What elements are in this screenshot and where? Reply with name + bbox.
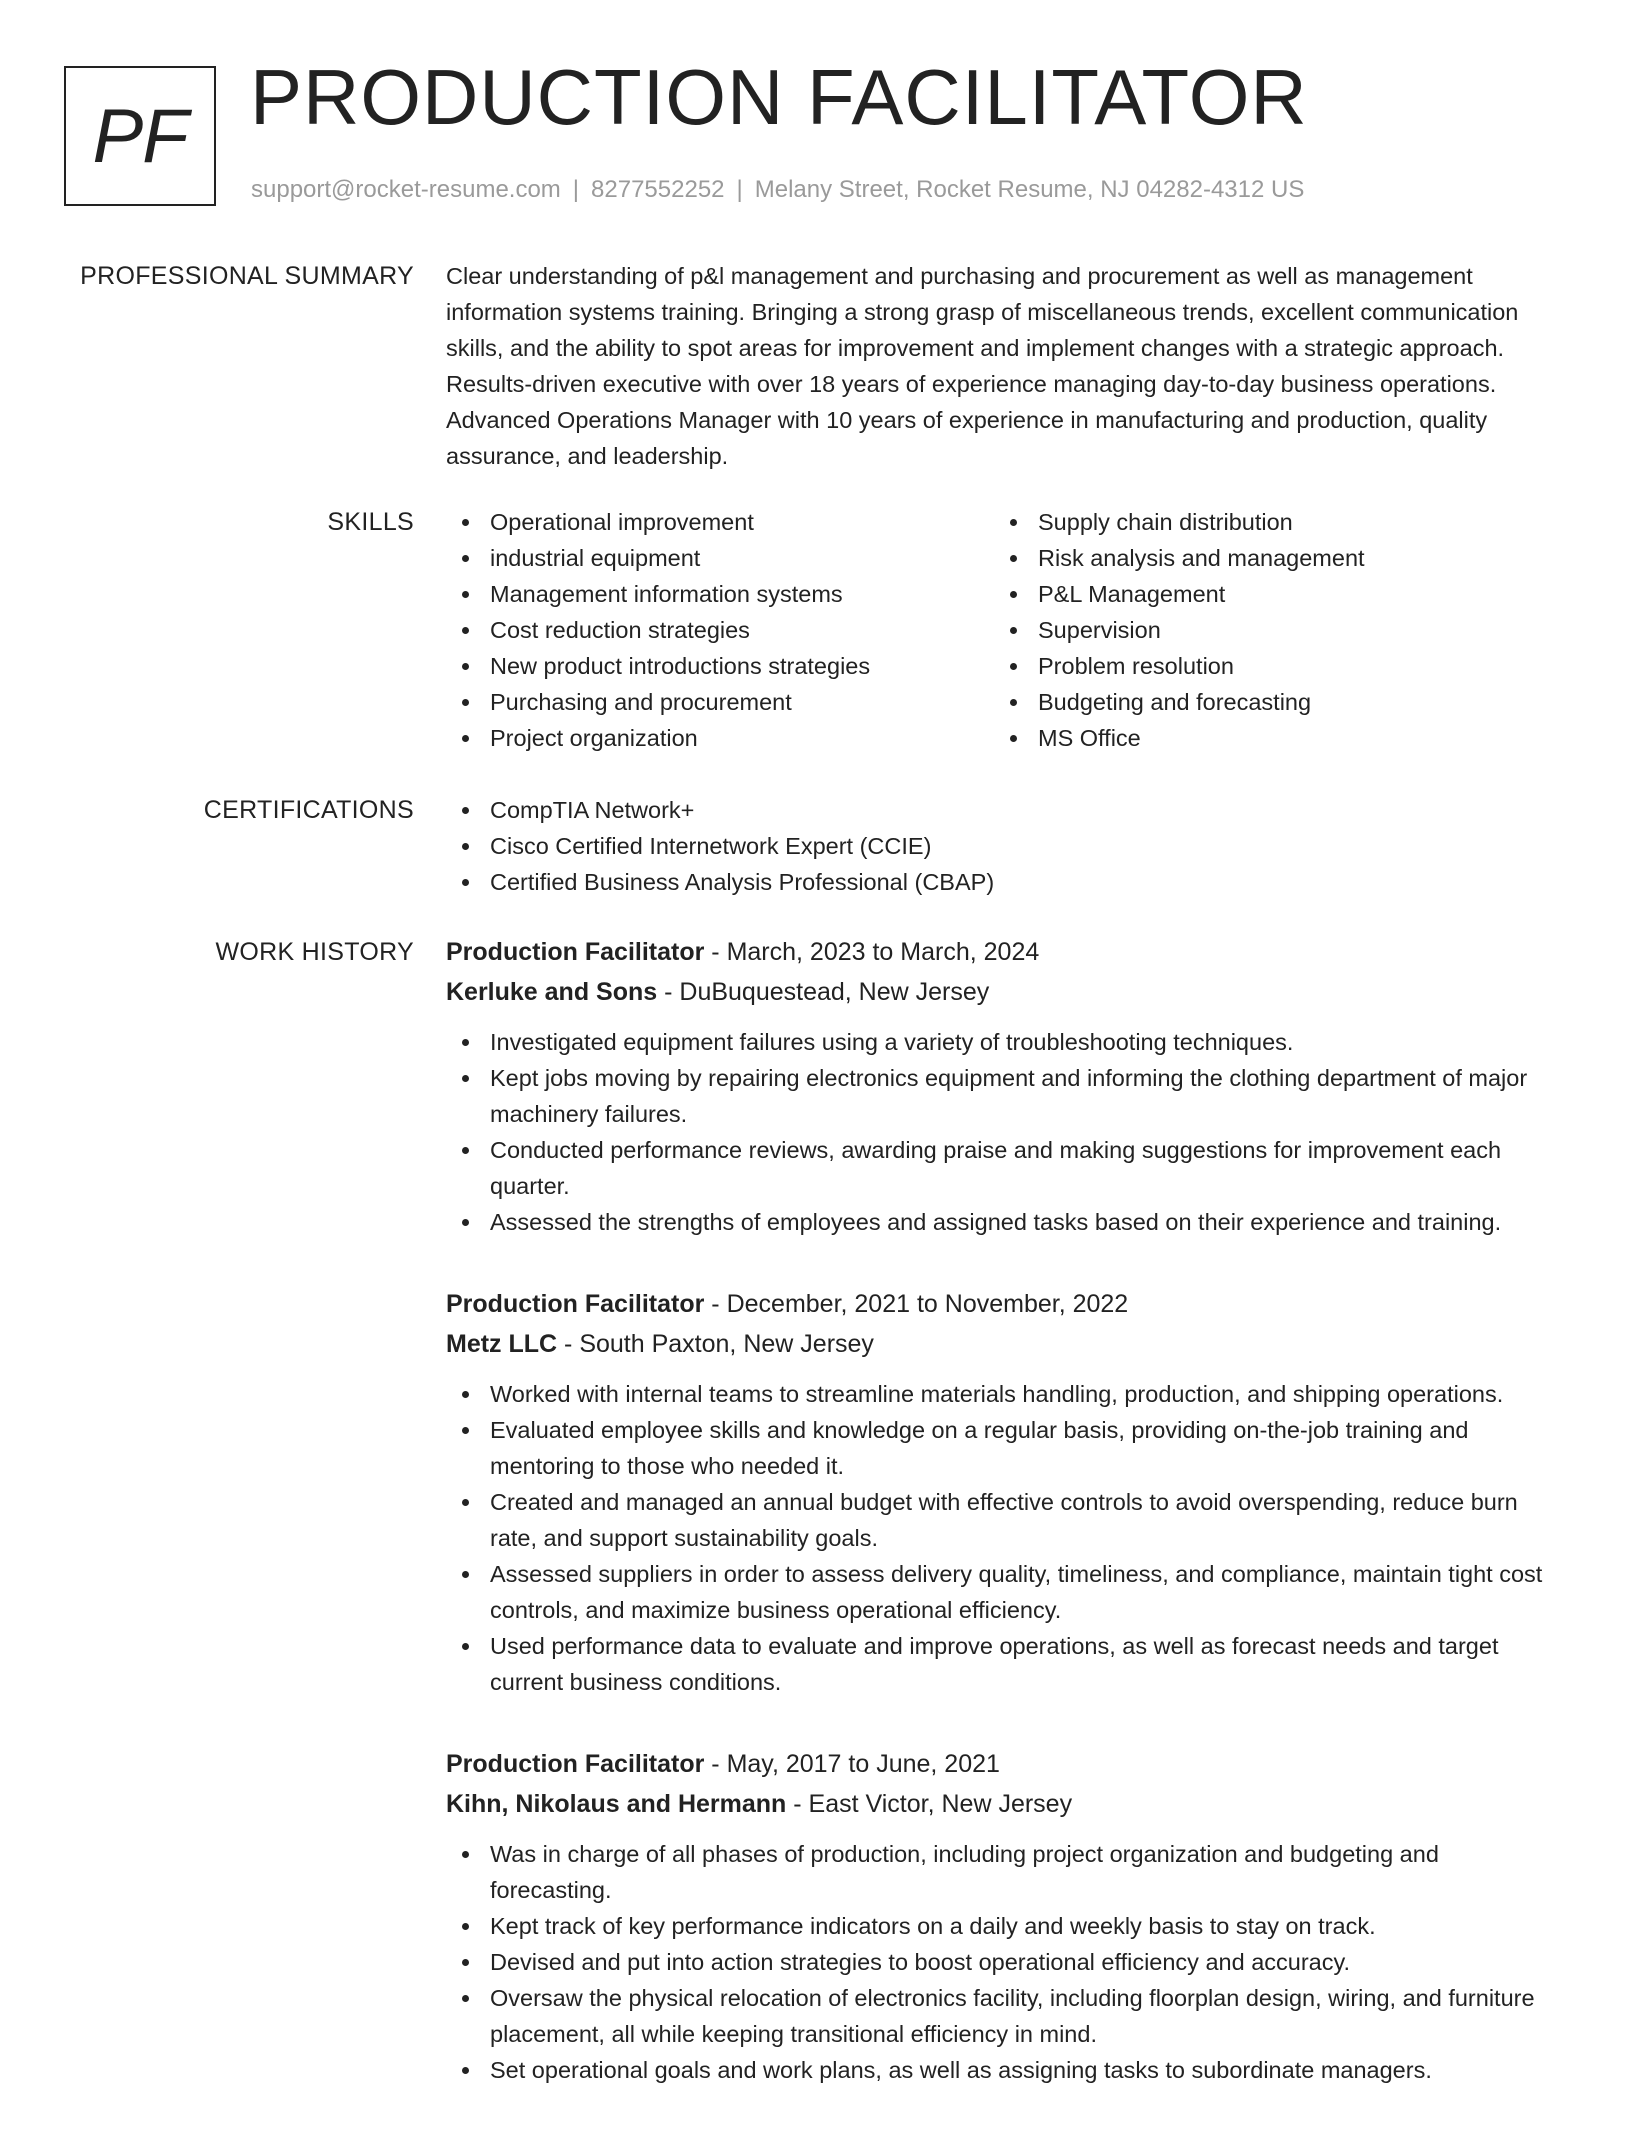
skills-columns — [446, 504, 1556, 756]
job-title: Production Facilitator — [446, 938, 705, 966]
job-bullet: Used performance data to evaluate and improve operations, as well as forecast needs and target current business conditions. — [446, 1628, 1556, 1700]
job-company-line — [446, 1324, 1556, 1364]
job-entry — [446, 1744, 1556, 2088]
job-dates: - May, 2017 to June, 2021 — [704, 1750, 1000, 1778]
job-title-line — [446, 1744, 1556, 1784]
skill-item: New product introductions strategies — [446, 648, 994, 684]
work-history-body — [446, 932, 1556, 2132]
skill-item: MS Office — [994, 720, 1542, 756]
job-title: Production Facilitator — [446, 1290, 705, 1318]
job-bullet: Investigated equipment failures using a variety of troubleshooting techniques. — [446, 1024, 1556, 1060]
job-bullet: Oversaw the physical relocation of electronics facility, including floorplan design, wiring, and furniture placement, all while keeping transitional efficiency in mind. — [446, 1980, 1556, 2052]
job-bullet: Assessed suppliers in order to assess delivery quality, timeliness, and compliance, maintain tight cost controls, and maximize business operational efficiency. — [446, 1556, 1556, 1628]
contact-separator: | — [736, 176, 743, 203]
contact-address: Melany Street, Rocket Resume, NJ 04282-4312 US — [754, 176, 1305, 203]
certifications-body — [446, 792, 1556, 900]
skills-list-left — [446, 504, 994, 756]
skills-list-right — [994, 504, 1542, 756]
skill-item: Operational improvement — [446, 504, 994, 540]
section-label-work-history: WORK HISTORY — [215, 938, 414, 966]
section-label-summary: PROFESSIONAL SUMMARY — [80, 262, 414, 290]
job-location: - DuBuquestead, New Jersey — [657, 978, 990, 1006]
section-label-certifications: CERTIFICATIONS — [203, 796, 414, 824]
summary-body — [446, 258, 1556, 474]
job-entry — [446, 932, 1556, 1240]
job-title-line — [446, 1284, 1556, 1324]
job-bullet: Devised and put into action strategies to boost operational efficiency and accuracy. — [446, 1944, 1556, 1980]
job-location: - South Paxton, New Jersey — [557, 1330, 874, 1358]
skill-item: Project organization — [446, 720, 994, 756]
skill-item: Management information systems — [446, 576, 994, 612]
monogram-text: PF — [92, 93, 188, 179]
skill-item: P&L Management — [994, 576, 1542, 612]
job-company-line — [446, 972, 1556, 1012]
certification-item: CompTIA Network+ — [446, 792, 1556, 828]
job-location: - East Victor, New Jersey — [786, 1790, 1073, 1818]
job-bullets — [446, 1376, 1556, 1700]
skill-item: Cost reduction strategies — [446, 612, 994, 648]
job-bullet: Conducted performance reviews, awarding praise and making suggestions for improvement each quarter. — [446, 1132, 1556, 1204]
job-bullet: Kept jobs moving by repairing electronics equipment and informing the clothing department of major machinery failures. — [446, 1060, 1556, 1132]
resume-name: PRODUCTION FACILITATOR — [250, 53, 1308, 141]
skill-item: Risk analysis and management — [994, 540, 1542, 576]
job-entry — [446, 1284, 1556, 1700]
job-company-line — [446, 1784, 1556, 1824]
job-bullets — [446, 1024, 1556, 1240]
job-bullet: Evaluated employee skills and knowledge on a regular basis, providing on-the-job training and mentoring to those who needed it. — [446, 1412, 1556, 1484]
certifications-list — [446, 792, 1556, 900]
job-bullet: Created and managed an annual budget with effective controls to avoid overspending, reduce burn rate, and support sustainability goals. — [446, 1484, 1556, 1556]
monogram-logo — [64, 66, 216, 206]
skill-item: Problem resolution — [994, 648, 1542, 684]
job-bullet: Set operational goals and work plans, as well as assigning tasks to subordinate managers. — [446, 2052, 1556, 2088]
job-bullets — [446, 1836, 1556, 2088]
job-company: Metz LLC — [446, 1330, 558, 1358]
certification-item: Certified Business Analysis Professional (CBAP) — [446, 864, 1556, 900]
job-dates: - December, 2021 to November, 2022 — [704, 1290, 1129, 1318]
contact-line — [251, 176, 1304, 204]
certification-item: Cisco Certified Internetwork Expert (CCIE) — [446, 828, 1556, 864]
contact-separator: | — [572, 176, 580, 203]
job-company: Kihn, Nikolaus and Hermann — [446, 1790, 787, 1818]
job-bullet: Kept track of key performance indicators on a daily and weekly basis to stay on track. — [446, 1908, 1556, 1944]
job-bullet: Worked with internal teams to streamline materials handling, production, and shipping operations. — [446, 1376, 1556, 1412]
job-bullet: Was in charge of all phases of production, including project organization and budgeting and forecasting. — [446, 1836, 1556, 1908]
skill-item: Budgeting and forecasting — [994, 684, 1542, 720]
skill-item: Purchasing and procurement — [446, 684, 994, 720]
skill-item: industrial equipment — [446, 540, 994, 576]
job-bullet: Assessed the strengths of employees and assigned tasks based on their experience and training. — [446, 1204, 1556, 1240]
summary-text: Clear understanding of p&l management and purchasing and procurement as well as management information systems training. Bringing a strong grasp of miscellaneous trends, excellent communication skills, and the ability to spot areas for improvement and implement changes with a strategic approach. Results-driven executive with over 18 years of experience managing day-to-day business operations. Advanced Operations Manager with 10 years of experience in manufacturing and production, quality assurance, and leadership. — [446, 263, 1519, 469]
job-dates: - March, 2023 to March, 2024 — [704, 938, 1040, 966]
section-label-skills: SKILLS — [327, 508, 414, 536]
skill-item: Supervision — [994, 612, 1542, 648]
skill-item: Supply chain distribution — [994, 504, 1542, 540]
job-title-line — [446, 932, 1556, 972]
job-title: Production Facilitator — [446, 1750, 705, 1778]
job-company: Kerluke and Sons — [446, 978, 658, 1006]
contact-phone: 8277552252 — [591, 176, 725, 203]
contact-email: support@rocket-resume.com — [251, 176, 561, 203]
